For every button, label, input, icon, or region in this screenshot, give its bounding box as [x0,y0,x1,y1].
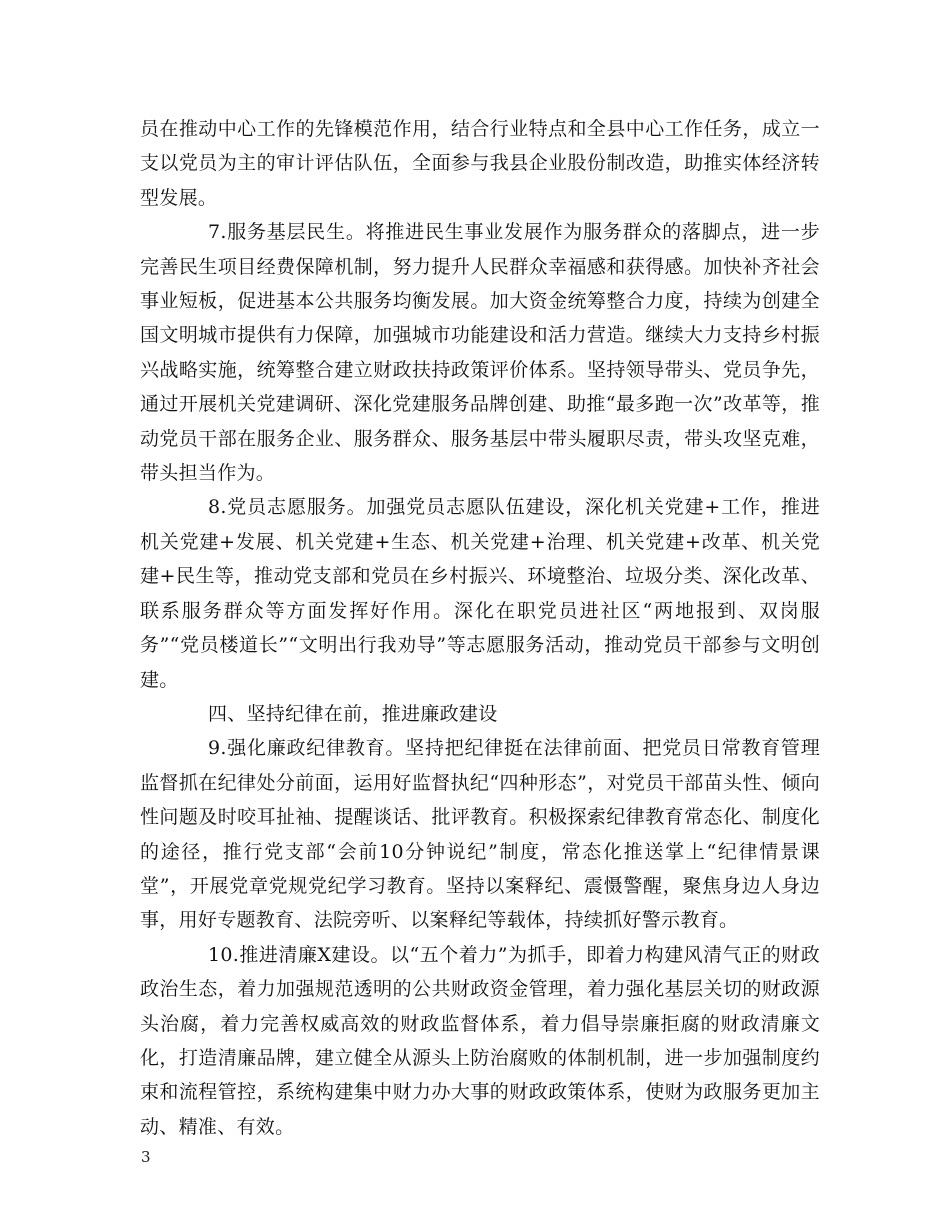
section-heading: 四、坚持纪律在前，推进廉政建设 [208,702,498,725]
paragraph-item-7: 7.服务基层民生。将推进民生事业发展作为服务群众的落脚点，进一步完善民生项目经费保障机制，努力提升人民群众幸福感和获得感。加快补齐社会事业短板，促进基本公共服务均衡发展。加大资金统筹整合力度，持续为创建全国文明城市提供有力保障，加强城市功能建设和活力营造。继续大力支持乡村振兴战略实施，统筹整合建立财政扶持政策评价体系。坚持领导带头、党员争先，通过开展机关党建调研、深化党建服务品牌创建、助推“最多跑一次”改革等，推动党员干部在服务企业、服务群众、服务基层中带头履职尽责，带头攻坚克难，带头担当作为。 [140,221,820,485]
paragraph-item-8: 8.党员志愿服务。加强党员志愿队伍建设，深化机关党建+工作，推进机关党建+发展、机关党建+生态、机关党建+治理、机关党建+改革、机关党建+民生等，推动党支部和党员在乡村振兴、环境整治、垃圾分类、深化改革、联系服务群众等方面发挥好作用。深化在职党员进社区“两地报到、双岗服务”“党员楼道长”“文明出行我劝导”等志愿服务活动，推动党员干部参与文明创建。 [140,496,820,691]
document-body [140,112,820,1144]
page-number: 3 [141,1148,151,1166]
paragraph-item-10: 10.推进清廉X建设。以“五个着力”为抓手，即着力构建风清气正的财政政治生态，着力加强规范透明的公共财政资金管理，着力强化基层关切的财政源头治腐，着力完善权威高效的财政监督体系，着力倡导崇廉拒腐的财政清廉文化，打造清廉品牌，建立健全从源头上防治腐败的体制机制，进一步加强制度约束和流程管控，系统构建集中财力办大事的财政政策体系，使财为政服务更加主动、精准、有效。 [140,943,820,1138]
paragraph-continuation: 员在推动中心工作的先锋模范作用，结合行业特点和全县中心工作任务，成立一支以党员为主的审计评估队伍，全面参与我县企业股份制改造，助推实体经济转型发展。 [140,118,820,209]
paragraph-item-9: 9.强化廉政纪律教育。坚持把纪律挺在法律前面、把党员日常教育管理监督抓在纪律处分前面，运用好监督执纪“四种形态”，对党员干部苗头性、倾向性问题及时咬耳扯袖、提醒谈话、批评教育。积极探索纪律教育常态化、制度化的途径，推行党支部“会前10分钟说纪”制度，常态化推送掌上“纪律情景课堂”，开展党章党规党纪学习教育。坚持以案释纪、震慑警醒，聚焦身边人身边事，用好专题教育、法院旁听、以案释纪等载体，持续抓好警示教育。 [140,737,820,932]
